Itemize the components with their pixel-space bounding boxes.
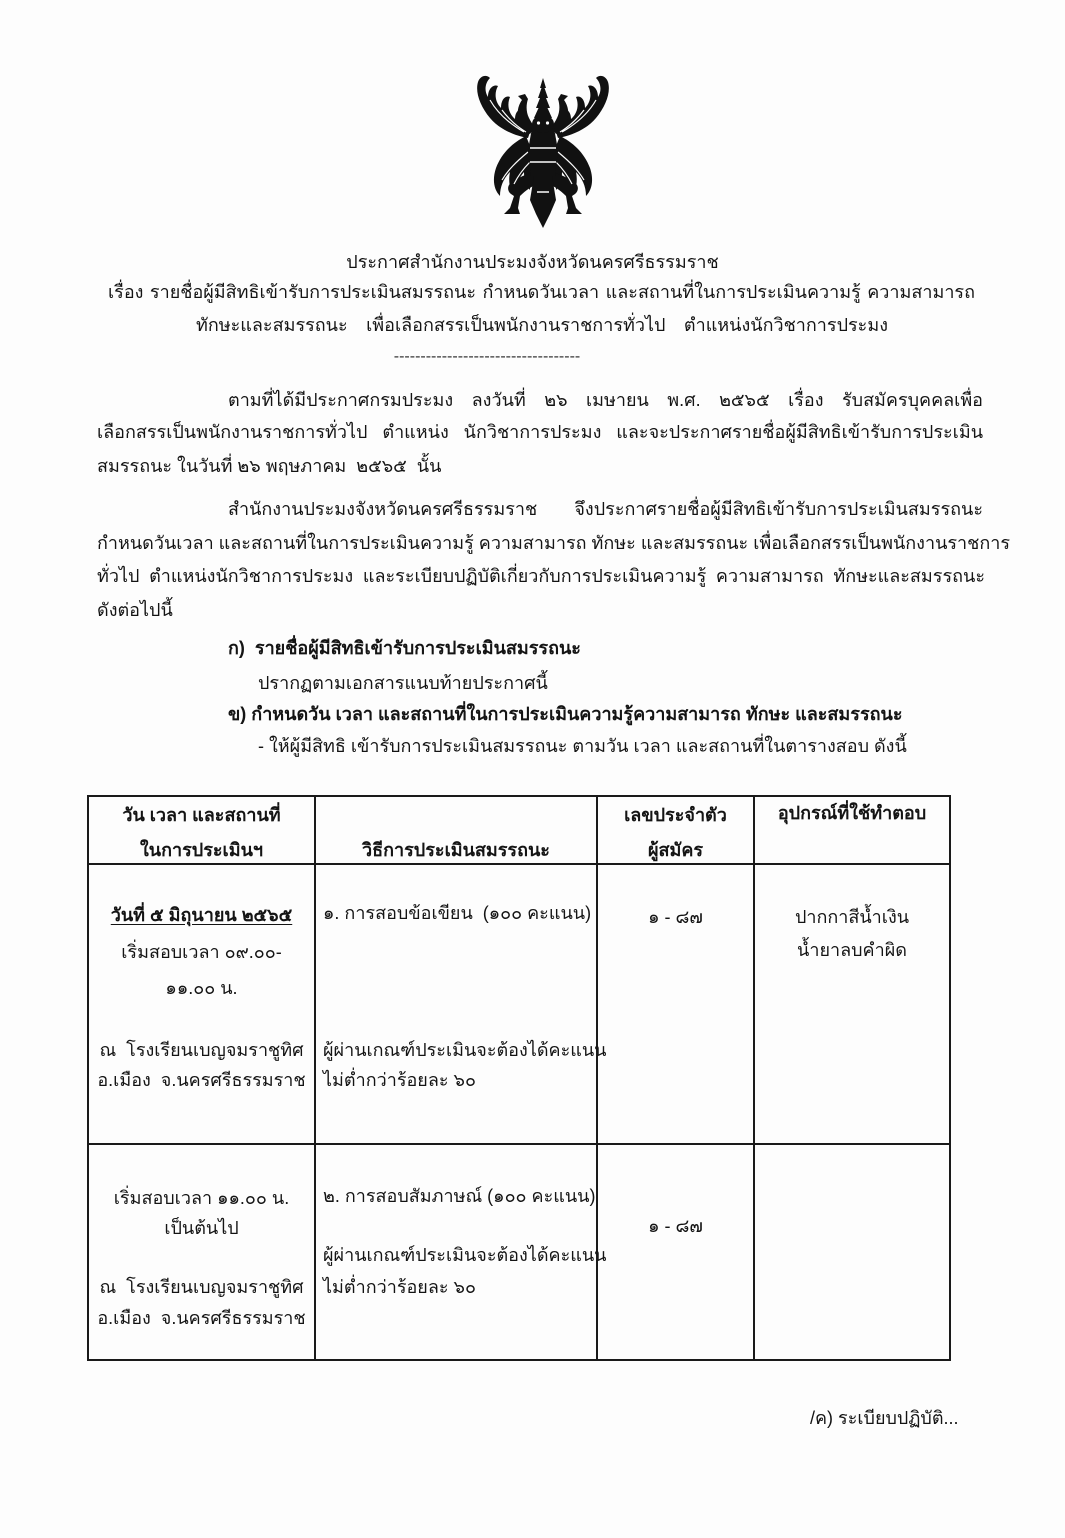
row-1-place-line-1: ณ โรงเรียนเบญจมราชูทิศ — [99, 1040, 304, 1060]
garuda-left-eye — [537, 121, 540, 124]
row-1-criteria-line-1: ผู้ผ่านเกณฑ์ประเมินจะต้องได้คะแนน — [323, 1040, 607, 1060]
header-datetime-place-line-2: ในการประเมินฯ — [140, 840, 263, 860]
item-b-heading: ข) กำหนดวัน เวลา และสถานที่ในการประเมินความรู้ความสามารถ ทักษะ และสมรรถนะ — [228, 704, 903, 724]
header-method: วิธีการประเมินสมรรถนะ — [362, 840, 550, 860]
row-1-time-line-2: ๑๑.๐๐ น. — [165, 978, 238, 998]
paragraph-2-line-2: กำหนดวันเวลา และสถานที่ในการประเมินความรู้ ความสามารถ ทักษะ และสมรรถนะ เพื่อเลือกสรรเป็นพนักงานราชการ — [97, 533, 1011, 553]
garuda-emblem — [474, 72, 612, 230]
subject-line-1: เรื่อง รายชื่อผู้มีสิทธิเข้ารับการประเมินสมรรถนะ กำหนดวันเวลา และสถานที่ในการประเมินความรู้ ความสามารถ — [108, 282, 975, 302]
row-1-method: ๑. การสอบข้อเขียน (๑๐๐ คะแนน) — [323, 903, 592, 923]
subject-line-2: ทักษะและสมรรถนะ เพื่อเลือกสรรเป็นพนักงานราชการทั่วไป ตำแหน่งนักวิชาการประมง — [196, 315, 888, 335]
page-continuation-note: /ค) ระเบียบปฏิบัติ... — [810, 1408, 959, 1428]
schedule-table — [87, 795, 951, 1361]
row-2-place-line-1: ณ โรงเรียนเบญจมราชูทิศ — [99, 1277, 304, 1297]
header-applicant-ids-line-1: เลขประจำตัว — [624, 805, 727, 825]
header-method-cell — [316, 797, 598, 865]
row-1-place-line-2: อ.เมือง จ.นครศรีธรรมราช — [97, 1070, 306, 1090]
row-2-method-cell — [316, 1145, 607, 1361]
garuda-right-eye — [546, 121, 549, 124]
row-1-applicant-ids: ๑ - ๘๗ — [648, 907, 703, 927]
paragraph-2-line-1: สำนักงานประมงจังหวัดนครศรีธรรมราช จึงประกาศรายชื่อผู้มีสิทธิเข้ารับการประเมินสมรรถนะ — [228, 499, 983, 519]
row-1-date: วันที่ ๕ มิถุนายน ๒๕๖๕ — [110, 905, 293, 925]
row-2-method: ๒. การสอบสัมภาษณ์ (๑๐๐ คะแนน) — [323, 1186, 596, 1206]
paragraph-2-line-4: ดังต่อไปนี้ — [97, 600, 173, 620]
garuda-crown — [534, 78, 552, 118]
announcement-title: ประกาศสำนักงานประมงจังหวัดนครศรีธรรมราช — [346, 252, 719, 272]
row-1-equipment-line-2: น้ำยาลบคำผิด — [797, 940, 907, 960]
row-1-equipment-line-1: ปากกาสีน้ำเงิน — [794, 907, 910, 927]
row-1-equipment-cell — [755, 865, 951, 1145]
header-applicant-ids-cell — [598, 797, 755, 865]
row-2-time-line-1: เริ่มสอบเวลา ๑๑.๐๐ น. — [113, 1188, 290, 1208]
row-1-criteria-line-2: ไม่ต่ำกว่าร้อยละ ๖๐ — [323, 1070, 476, 1090]
row-2-criteria-line-2: ไม่ต่ำกว่าร้อยละ ๖๐ — [323, 1277, 476, 1297]
row-2-equipment-cell — [755, 1145, 951, 1361]
paragraph-1-line-1: ตามที่ได้มีประกาศกรมประมง ลงวันที่ ๒๖ เมษายน พ.ศ. ๒๕๖๕ เรื่อง รับสมัครบุคคลเพื่อ — [228, 390, 983, 410]
row-2-criteria-line-1: ผู้ผ่านเกณฑ์ประเมินจะต้องได้คะแนน — [323, 1245, 607, 1265]
row-1-method-cell — [316, 865, 607, 1145]
header-applicant-ids-line-2: ผู้สมัคร — [647, 840, 704, 860]
row-2-time-line-2: เป็นต้นไป — [164, 1218, 239, 1238]
header-datetime-place-line-1: วัน เวลา และสถานที่ — [122, 805, 281, 825]
row-1-applicant-ids-cell — [598, 865, 755, 1145]
header-equipment: อุปกรณ์ที่ใช้ทำตอบ — [777, 803, 927, 823]
heading-separator: ----------------------------------- — [393, 348, 581, 365]
row-2-applicant-ids-cell — [598, 1145, 755, 1361]
garuda-torso — [528, 128, 558, 176]
row-1-time-line-1: เริ่มสอบเวลา ๐๙.๐๐- — [121, 942, 282, 962]
row-2-datetime-place-cell — [89, 1145, 316, 1361]
item-a-detail: ปรากฏตามเอกสารแนบท้ายประกาศนี้ — [258, 673, 548, 693]
paragraph-1-line-3: สมรรถนะ ในวันที่ ๒๖ พฤษภาคม ๒๕๖๕ นั้น — [97, 456, 442, 476]
garuda-right-half — [548, 76, 609, 214]
header-datetime-place-cell — [89, 797, 316, 865]
item-a-heading: ก) รายชื่อผู้มีสิทธิเข้ารับการประเมินสมรรถนะ — [228, 638, 581, 658]
row-1-datetime-place-cell — [89, 865, 316, 1145]
garuda-tail — [530, 176, 556, 228]
row-2-place-line-2: อ.เมือง จ.นครศรีธรรมราช — [97, 1308, 306, 1328]
item-b-detail: - ให้ผู้มีสิทธิ เข้ารับการประเมินสมรรถนะ ตามวัน เวลา และสถานที่ในตารางสอบ ดังนี้ — [258, 736, 907, 756]
paragraph-1-line-2: เลือกสรรเป็นพนักงานราชการทั่วไป ตำแหน่ง นักวิชาการประมง และจะประกาศรายชื่อผู้มีสิทธิเข้ารับการประเมิน — [97, 422, 983, 442]
garuda-left-half — [477, 76, 538, 214]
paragraph-2-line-3: ทั่วไป ตำแหน่งนักวิชาการประมง และระเบียบปฏิบัติเกี่ยวกับการประเมินความรู้ ความสามารถ ทักษะและสมรรถนะ — [97, 566, 985, 586]
row-2-applicant-ids: ๑ - ๘๗ — [648, 1216, 703, 1236]
header-equipment-cell — [755, 797, 951, 865]
